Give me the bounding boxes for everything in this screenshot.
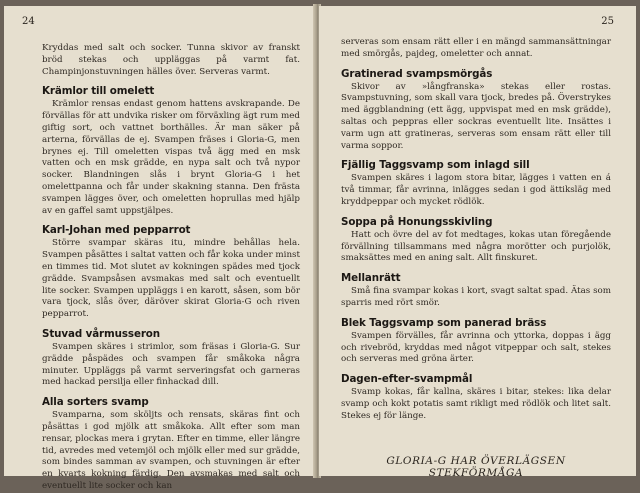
left-page bbox=[4, 6, 316, 491]
right-text-column bbox=[341, 37, 611, 423]
left-text-column bbox=[42, 43, 300, 493]
recipe-title: Dagen-efter-svampmål bbox=[341, 373, 473, 386]
page-number: 24 bbox=[22, 16, 35, 27]
recipe-text: Svampen förvälles, får avrinna och yttorka, doppas i ägg och rivebröd, kryddas med något vitpeppar och salt, stekes och serveras med gröna ärter. bbox=[341, 330, 611, 365]
recipe-title: Soppa på Honungsskivling bbox=[341, 215, 493, 228]
recipe-text: Större svampar skäras itu, mindre behållas hela. Svampen påsättes i saltat vatten och får koka under minst en timmes tid. Mot slutet av kokningen spädes med tjock grädde. Svampsåsen avsmakas med salt och eventuellt lite socker. Svampen uppläggs i en karott, såsen, som bör vara tjock, slås över, däröver skirat Gloria-G och riven pepparrot. bbox=[42, 238, 300, 320]
page-number: 25 bbox=[601, 16, 614, 27]
slogan: GLORIA-G HAR ÖVERLÄGSEN STEKFÖRMÅGA bbox=[386, 455, 566, 479]
recipe-title: Alla sorters svamp bbox=[42, 396, 149, 409]
recipe-title: Krämlor till omelett bbox=[42, 85, 155, 98]
intro-paragraph: serveras som ensam rätt eller i en mängd sammansättningar med smörgås, pajdeg, omeletter och annat. bbox=[341, 37, 611, 59]
intro-paragraph: Kryddas med salt och socker. Tunna skivor av franskt bröd stekas och uppläggas på varmt fat. Champinjonstuvningen hälles över. Serveras varmt. bbox=[42, 43, 300, 77]
recipe-title: Fjällig Taggsvamp som inlagd sill bbox=[341, 159, 530, 172]
recipe-text: Små fina svampar kokas i kort, svagt saltat spad. Ätas som sparris med rört smör. bbox=[341, 286, 611, 308]
recipe-text: Krämlor rensas endast genom hattens avskrapande. De förvällas för att undvika risker om förväxling ägt rum med giftig sort, och vattnet borthälles. Är man säker på arterna, förvällas de ej. Svampen fräses i Gloria-G, men brynes ej. Till omeletten vispas två ägg med en msk vatten och en msk grädde, en nypa salt och två nypor socker. Blandningen slås i brynt Gloria-G i het omelettpanna och får under skakning stanna. Den frästa svampen lägges över, och omeletten hoprullas med hjälp av en gaffel samt uppstjälpes. bbox=[42, 99, 300, 216]
right-page bbox=[319, 6, 636, 479]
recipe-text: Svampen skäres i strimlor, som fräsas i Gloria-G. Sur grädde påspädes och svampen får småkoka några minuter. Uppläggs på varmt serveringsfat och garneras med hackad persilja eller finhackad dill. bbox=[42, 341, 300, 388]
recipe-title: Mellanrätt bbox=[341, 272, 401, 285]
recipe-title: Karl-Johan med pepparrot bbox=[42, 224, 191, 237]
recipe-text: Hatt och övre del av fot medtages, kokas utan föregående förvällning tillsammans med några morötter och purjolök, smaksättes med en aning salt. Allt finskuret. bbox=[341, 229, 611, 264]
recipe-text: Svamparna, som sköljts och rensats, skäras fint och påsättas i god mjölk att småkoka. Allt efter som man rensar, plockas mera i grytan. Efter en timme, eller längre tid, avredes med vetemjöl och mjölk eller med sur grädde, som bindes samman av svampen, och stuvningen är efter en kvarts kokning färdig. Den avsmakas med salt och eventuellt lite socker och kan bbox=[42, 410, 300, 491]
recipe-text: Skivor av »långfranska» stekas eller rostas. Svampstuvning, som skall vara tjock, bredes på. Överstrykes med äggblandning (ett ägg, uppvispat med en msk grädde), saltas och peppras eller sockras eventuellt lite. Insättes i varm ugn att gratineras, serveras som ensam rätt eller till varma soppor. bbox=[341, 81, 611, 151]
recipe-text: Svampen skäres i lagom stora bitar, lägges i vatten en á två timmar, får avrinna, inlägges sedan i god ättiksläg med kryddpeppar och mycket rödlök. bbox=[341, 173, 611, 207]
recipe-title: Blek Taggsvamp som panerad bräss bbox=[341, 316, 547, 329]
recipe-title: Stuvad vårmusseron bbox=[42, 327, 161, 340]
recipe-title: Gratinerad svampsmörgås bbox=[341, 67, 493, 80]
recipe-text: Svamp kokas, får kallna, skäres i bitar, stekes: lika delar svamp och kokt potatis samt rikligt med rödlök och litet salt. Stekes ej för länge. bbox=[341, 387, 611, 421]
